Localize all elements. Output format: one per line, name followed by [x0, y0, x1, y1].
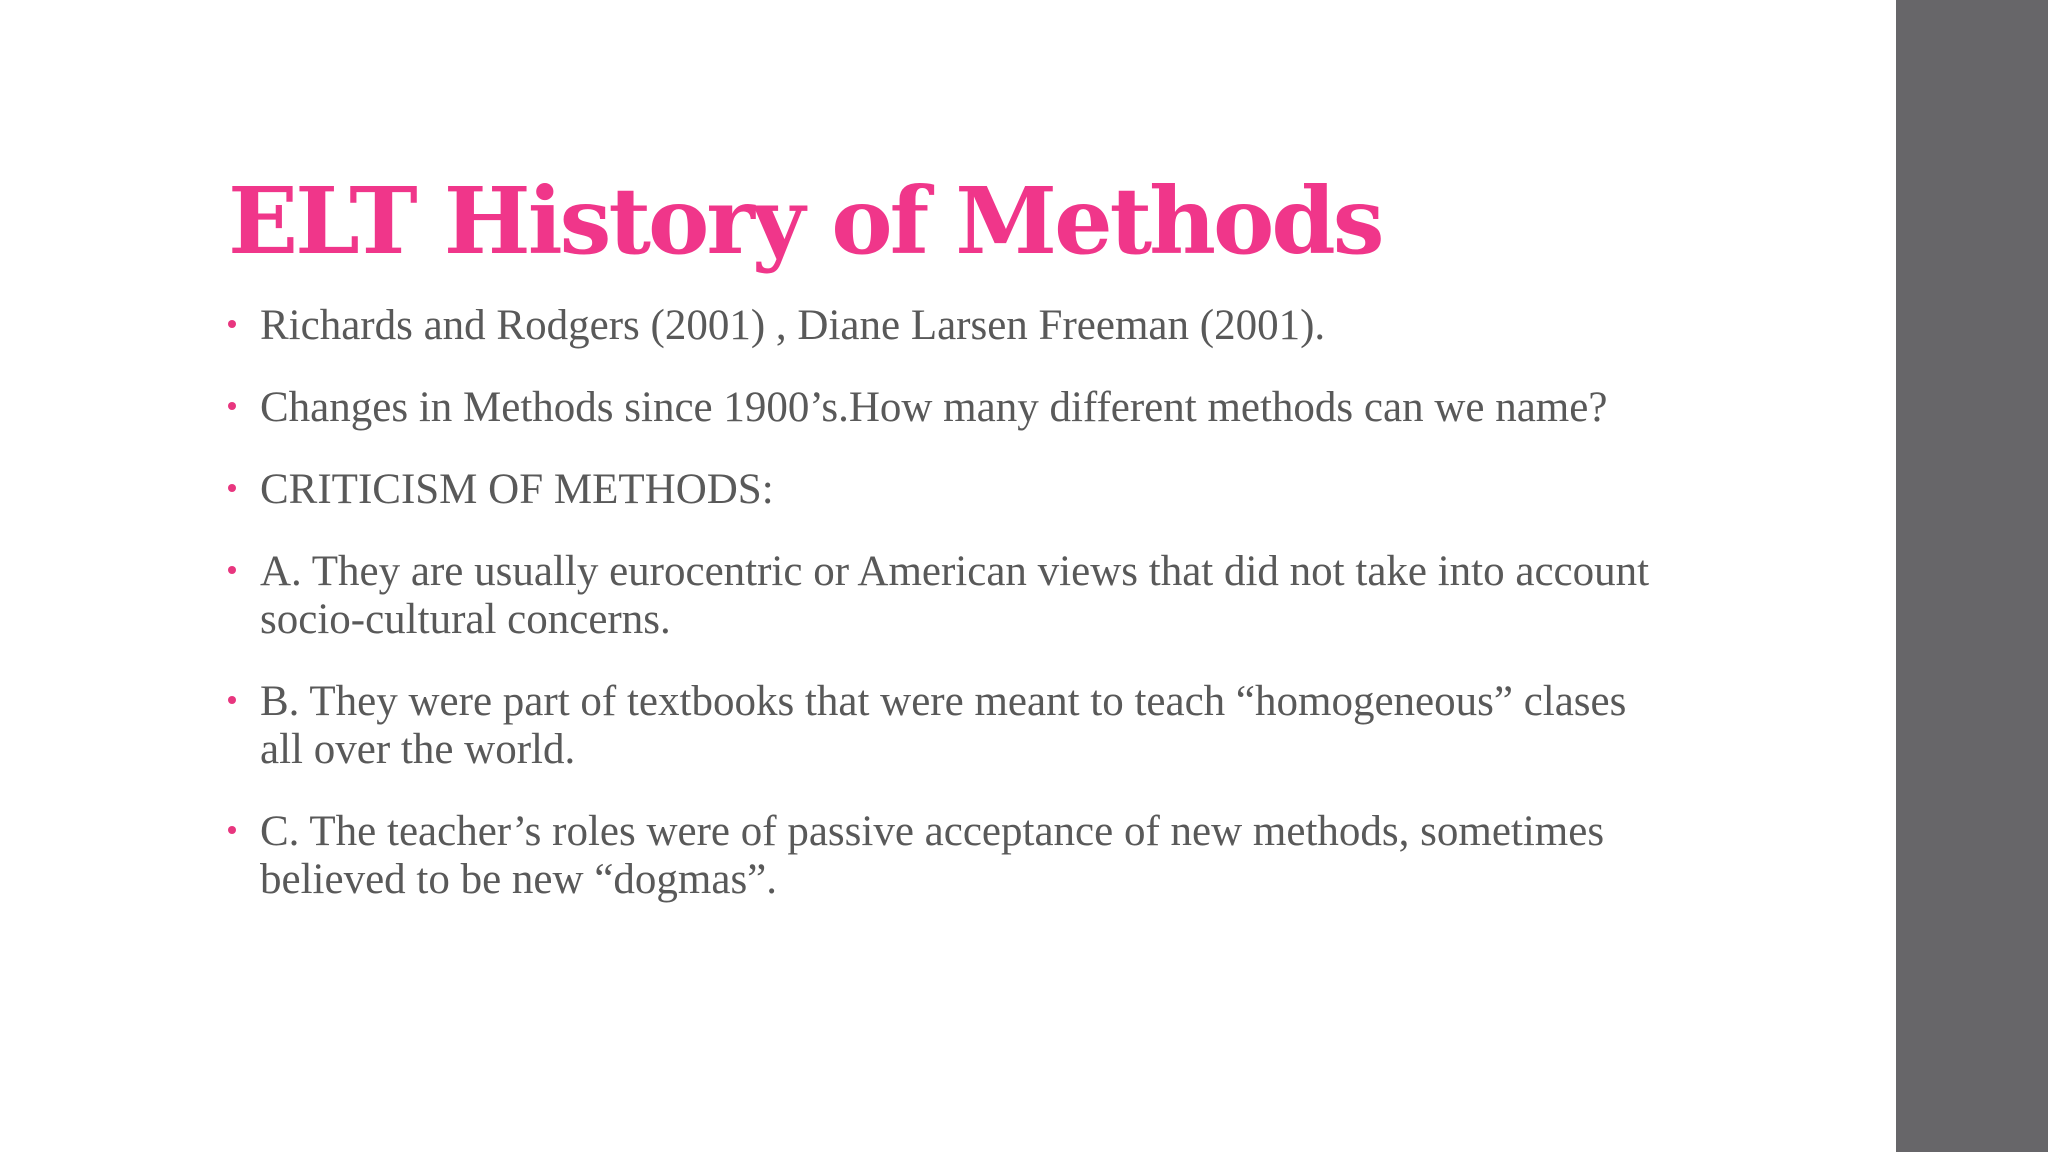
bullet-text: Changes in Methods since 1900’s.How many different methods can we name?: [260, 384, 1608, 431]
bullet-item: [228, 678, 1668, 774]
bullet-dot-icon: [228, 320, 236, 328]
bullet-list: [228, 302, 1668, 904]
bullet-text: Richards and Rodgers (2001) , Diane Larsen Freeman (2001).: [260, 302, 1326, 349]
bullet-item: [228, 808, 1668, 904]
bullet-dot-icon: [228, 826, 236, 834]
bullet-dot-icon: [228, 566, 236, 574]
bullet-item: [228, 384, 1668, 432]
bullet-item: [228, 302, 1668, 350]
slide-title: ELT History of Methods: [228, 167, 1382, 275]
bullet-item: [228, 466, 1668, 514]
bullet-text: CRITICISM OF METHODS:: [260, 466, 774, 513]
bullet-text: C. The teacher’s roles were of passive acceptance of new methods, sometimes believed to be new “dogmas”.: [260, 808, 1605, 903]
bullet-dot-icon: [228, 402, 236, 410]
side-accent-bar: [1896, 0, 2048, 1152]
bullet-text: A. They are usually eurocentric or American views that did not take into account socio-cultural concerns.: [260, 548, 1650, 643]
bullet-dot-icon: [228, 696, 236, 704]
bullet-item: [228, 548, 1668, 644]
slide-content: [228, 166, 1668, 938]
bullet-dot-icon: [228, 484, 236, 492]
bullet-text: B. They were part of textbooks that were meant to teach “homogeneous” clases all over the world.: [260, 678, 1627, 773]
